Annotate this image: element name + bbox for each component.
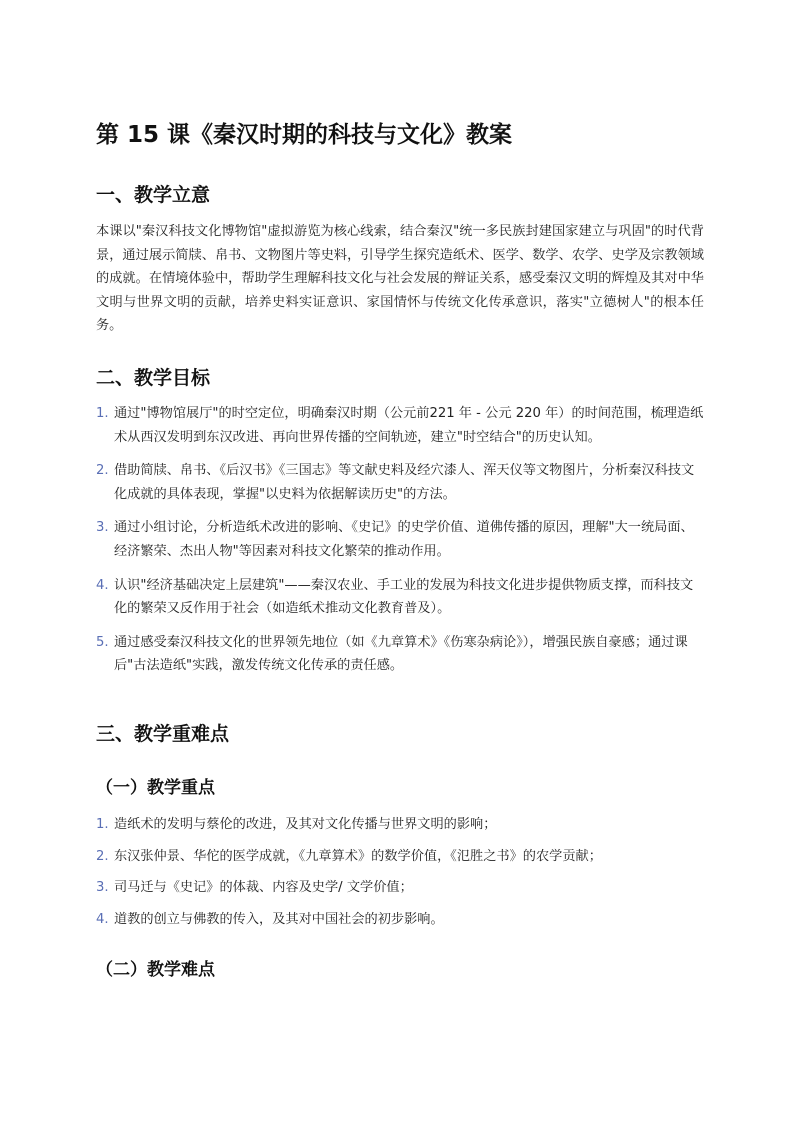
page-title: 第 15 课《秦汉时期的科技与文化》教案: [96, 122, 513, 148]
list-item-text: 通过小组讨论，分析造纸术改进的影响、《史记》的史学价值、道佛传播的原因，理解"大一统局面、经济繁荣、杰出人物"等因素对科技文化繁荣的推动作用。: [114, 520, 694, 559]
section-heading-key-difficult-points: 三、教学重难点: [96, 723, 230, 745]
list-item-text: 道教的创立与佛教的传入，及其对中国社会的初步影响。: [114, 911, 444, 927]
list-item: [96, 574, 704, 621]
list-item-text: 东汉张仲景、华佗的医学成就，《九章算术》的数学价值，《氾胜之书》的农学贡献；: [114, 848, 602, 864]
list-number: 1.: [96, 406, 109, 421]
list-item-text: 通过"博物馆展厅"的时空定位，明确秦汉时期（公元前221 年 - 公元 220 年）的时间范围，梳理造纸术从西汉发明到东汉改进、再向世界传播的空间轨迹，建立"时空结合"的历史认知。: [114, 406, 704, 445]
section-heading-teaching-intent: 一、教学立意: [96, 184, 211, 206]
list-item-text: 认识"经济基础决定上层建筑"——秦汉农业、手工业的发展为科技文化进步提供物质支撑，而科技文化的繁荣又反作用于社会（如造纸术推动文化教育普及）。: [114, 577, 694, 617]
list-number: 2.: [96, 848, 109, 864]
list-number: 3.: [96, 520, 109, 536]
list-number: 2.: [96, 463, 109, 479]
list-item: [96, 516, 704, 563]
list-item-text: 通过感受秦汉科技文化的世界领先地位（如《九章算术》《伤寒杂病论》），增强民族自豪感；通过课后"古法造纸"实践，激发传统文化传承的责任感。: [114, 634, 688, 674]
list-item: [96, 631, 704, 678]
list-item-text: 司马迁与《史记》的体裁、内容及史学/ 文学价值；: [114, 880, 413, 896]
list-item: [96, 876, 704, 900]
key-points-list: [96, 813, 704, 939]
list-item-text: 借助简牍、帛书、《后汉书》《三国志》等文献史料及经穴漆人、浑天仪等文物图片，分析秦汉科技文化成就的具体表现，掌握"以史料为依据解读历史"的方法。: [114, 463, 695, 502]
list-number: 3.: [96, 880, 109, 896]
list-item: [96, 459, 704, 506]
subsection-heading-key-points: （一）教学重点: [96, 778, 215, 798]
section-heading-teaching-objectives: 二、教学目标: [96, 367, 211, 389]
list-item: [96, 813, 704, 837]
list-item: [96, 402, 704, 449]
list-item: [96, 845, 704, 869]
list-number: 5.: [96, 634, 109, 650]
list-number: 4.: [96, 911, 109, 927]
list-number: 1.: [96, 817, 109, 832]
teaching-intent-paragraph: 本课以"秦汉科技文化博物馆"虚拟游览为核心线索，结合秦汉"统一多民族封建国家建立与巩固"的时代背景，通过展示简牍、帛书、文物图片等史料，引导学生探究造纸术、医学、数学、农学、史学及宗教领域的成就。在情境体验中，帮助学生理解科技文化与社会发展的辩证关系，感受秦汉文明的辉煌及其对中华文明与世界文明的贡献，培养史料实证意识、家国情怀与传统文化传承意识，落实"立德树人"的根本任务。: [96, 224, 704, 334]
list-item: [96, 908, 704, 932]
list-number: 4.: [96, 577, 109, 593]
subsection-heading-difficult-points: （二）教学难点: [96, 960, 215, 980]
objectives-list: [96, 402, 704, 688]
list-item-text: 造纸术的发明与蔡伦的改进，及其对文化传播与世界文明的影响；: [114, 817, 497, 832]
